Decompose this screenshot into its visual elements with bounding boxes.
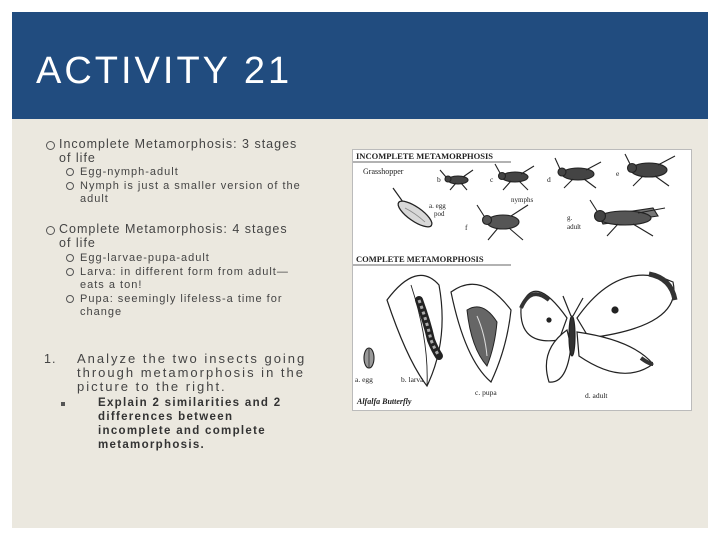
nymph-icon [555, 158, 601, 188]
incomplete-title: INCOMPLETE METAMORPHOSIS [356, 151, 494, 161]
bullet-complete-line1: Complete Metamorphosis: 4 stages [59, 222, 288, 236]
larva-label: b. larva [401, 375, 424, 384]
egg-pod-label-2: pod [434, 210, 445, 218]
task-line3: incomplete and complete [98, 425, 266, 437]
question-line3: picture to the right. [77, 379, 227, 394]
adult-label: d. adult [585, 391, 608, 400]
question-number: 1. [44, 352, 57, 366]
pupa-label: c. pupa [475, 388, 497, 397]
sub-bullet-circle-icon [66, 254, 74, 262]
nymphs-label: nymphs [511, 196, 534, 204]
complete-title: COMPLETE METAMORPHOSIS [356, 254, 484, 264]
sub-bullet-pupa-line1: Pupa: seemingly lifeless-a time for [80, 293, 283, 305]
egg-icon [364, 348, 374, 368]
sub-bullet-circle-icon [66, 295, 74, 303]
bullet-incomplete-line1: Incomplete Metamorphosis: 3 stages [59, 137, 298, 151]
butterfly-label: Alfalfa Butterfly [357, 397, 412, 406]
bullet-complete-line2: of life [59, 236, 96, 250]
sub-bullet-larva-line1: Larva: in different form from adult— [80, 266, 289, 278]
sub-bullet-larva-line2: eats a ton! [80, 279, 143, 291]
task-line2: differences between [98, 411, 234, 423]
bullet-circle-icon [46, 141, 55, 150]
stage-b-label: b [437, 175, 441, 184]
stage-f-label: f [465, 223, 468, 232]
nymph-icon [477, 205, 528, 240]
stage-e-label: e [616, 169, 620, 178]
stage-g-label-1: g. [567, 214, 573, 222]
butterfly-icon [521, 274, 675, 382]
metamorphosis-figure [352, 149, 692, 411]
sub-bullet-nymph-line2: adult [80, 193, 109, 205]
egg-pod-label-1: a. egg [429, 202, 446, 210]
nymph-icon [625, 154, 675, 186]
sub-bullet-circle-icon [66, 168, 74, 176]
grasshopper-label: Grasshopper [363, 167, 404, 176]
slide-title: ACTIVITY 21 [36, 50, 293, 92]
stage-c-label: c [490, 175, 494, 184]
egg-label: a. egg [355, 375, 373, 384]
leaf-larva-icon [387, 275, 442, 386]
title-bar [12, 12, 708, 119]
nymph-icon [440, 170, 473, 190]
sub-bullet-egg-larvae-pupa-adult: Egg-larvae-pupa-adult [80, 252, 210, 264]
sub-bullet-pupa-line2: change [80, 306, 123, 318]
question-line2: through metamorphosis in the [77, 365, 305, 380]
bullet-incomplete-line2: of life [59, 151, 96, 165]
pupa-icon [451, 284, 511, 382]
bullet-circle-icon [46, 226, 55, 235]
sub-bullet-circle-icon [66, 182, 74, 190]
sub-bullet-nymph-line1: Nymph is just a smaller version of the [80, 180, 301, 192]
stage-d-label: d [547, 175, 551, 184]
adult-grasshopper-icon [590, 200, 665, 236]
task-line4: metamorphosis. [98, 439, 206, 451]
sub-bullet-circle-icon [66, 268, 74, 276]
question-line1: Analyze the two insects going [77, 351, 307, 366]
square-bullet-icon [61, 402, 65, 406]
nymph-icon [495, 164, 534, 190]
sub-bullet-egg-nymph-adult: Egg-nymph-adult [80, 166, 179, 178]
stage-g-label-2: adult [567, 223, 581, 231]
metamorphosis-illustration [353, 150, 691, 410]
task-line1: Explain 2 similarities and 2 [98, 397, 282, 409]
